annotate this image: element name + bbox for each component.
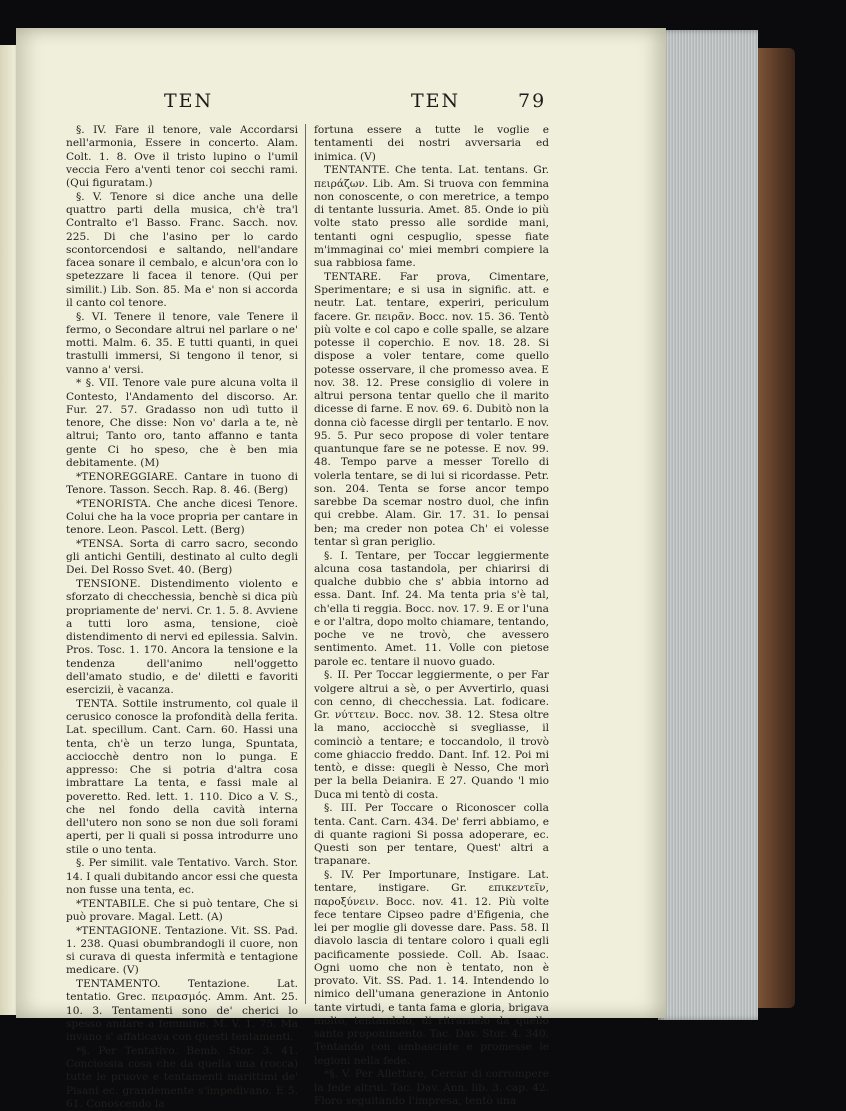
entry: §. II. Per Toccar leggiermente, o per Far volgere altrui a sè, o per Avvertirlo, quasi con cenno, di checchessia. Lat. fodicare. Gr. νύττειν. Bocc. nov. 38. 12. Stesa oltre la mano, acciocchè si svegliasse, il cominciò a tentare; e toccandolo, il trovò come ghiaccio freddo. Dant. Inf. 12. Poi mi tentò, e disse: quegli è Nesso, Che morì per la bella Deianira. E 27. Quando 'l mio Duca mi tentò di costa. bbox=[314, 669, 549, 801]
entry: * §. VII. Tenore vale pure alcuna volta il Contesto, l'Andamento del discorso. Ar. Fur. 27. 57. Gradasso non udì tutto il tenore, Che disse: Non vo' darla a te, nè altrui; Tanto oro, tanto affanno e tanta gente Ci ho speso, che è ben mia debitamente. (M) bbox=[66, 377, 298, 469]
header-center-word: TEN bbox=[411, 90, 461, 112]
entry: TENTANTE. Che tenta. Lat. tentans. Gr. πειράζων. Lib. Am. Si truova con femmina non conoscente, o con meretrice, a tempo di tentante lussuria. Amet. 85. Onde io più volte stato presso alle sordide mani, tentanti ogni cespuglio, spesse fiate m'immaginai co' miei membri compiere la sua rabbiosa fame. bbox=[314, 164, 549, 269]
entry: §. IV. Per Importunare, Instigare. Lat. tentare, instigare. Gr. επικεντεῖν, παροξύνειν. Bocc. nov. 41. 12. Più volte fece tentare Cipseo padre d'Efigenia, che lei per moglie gli dovesse dare. Pass. 58. Il diavolo lascia di tentare coloro i quali egli pacificamente possiede. Coll. Ab. Isaac. Ogni uomo che non è tentato, non è provato. Vit. SS. Pad. 1. 14. Intendendo lo nimico dell'umana generazione in Antonio tante virtudi, e tanta fama e gloria, brigava molto, tentandolo, di ritrarnelo da quello santo proponimento. Tac. Dav. Stor. 4. 340. Tentando con ambasciate e promesse le legioni nella fede. bbox=[314, 869, 549, 1067]
entry: §. I. Tentare, per Toccar leggiermente alcuna cosa tastandola, per chiarirsi di qualche dubbio che s' abbia intorno ad essa. Dant. Inf. 24. Ma tenta pria s'è tal, ch'ella ti reggia. Bocc. nov. 17. 9. E or l'una e or l'altra, dopo molto chiamare, tentando, poche ve ne trovò, che avessero sentimento. Amet. 11. Volle con pietose parole ec. tentare il nuovo guado. bbox=[314, 549, 549, 668]
entry: TENTAMENTO. Tentazione. Lat. tentatio. Grec. πειρασμός. Amm. Ant. 25. 10. 3. Tentamenti sono de' cherici lo spesso andare a femmine. M. V. 1. 75. Ma invano s' affaticava con questi tentamenti. bbox=[66, 978, 298, 1043]
entry: *TENTABILE. Che si può tentare, Che si può provare. Magal. Lett. (A) bbox=[66, 897, 298, 923]
entry: fortuna essere a tutte le voglie e tentamenti dei nostri avversaria ed inimica. (V) bbox=[314, 124, 549, 163]
entry: §. IV. Fare il tenore, vale Accordarsi nell'armonia, Essere in concerto. Alam. Colt. 1. 8. Ove il tristo lupino o l'umil veccia Fero a'venti tenor coi secchi rami. (Qui figuratam.) bbox=[66, 124, 298, 189]
page-block-edges bbox=[658, 30, 758, 1020]
entry: *TENSA. Sorta di carro sacro, secondo gli antichi Gentili, destinato al culto degli Dei. Del Rosso Svet. 40. (Berg) bbox=[66, 537, 298, 577]
page-number: 79 bbox=[518, 90, 547, 112]
column-divider bbox=[305, 124, 306, 1004]
entry: *TENORISTA. Che anche dicesi Tenore. Colui che ha la voce propria per cantare in tenore. Leon. Pascol. Lett. (Berg) bbox=[66, 497, 298, 536]
entry: §. V. Tenore si dice anche una delle quattro parti della musica, ch'è tra'l Contralto e'l Basso. Franc. Sacch. nov. 225. Di che l'asino per lo cardo scontorcendosi e saltando, nell'andare facea sonare il cembalo, e alcun'ora con lo spetezzare li facea il tenore. (Qui per similit.) Lib. Son. 85. Ma e' non si accorda il canto col tenore. bbox=[66, 190, 298, 309]
entry: TENSIONE. Distendimento violento e sforzato di checchessia, benchè si dica più propriamente de' nervi. Cr. 1. 5. 8. Avviene a tutti loro asma, tensione, cioè distendimento di nervi ed epilessia. Salvin. Pros. Tosc. 1. 170. Ancora la tensione e la tendenza dell'animo nell'oggetto dell'amato studio, e de' diletti e favoriti esercizii, è vacanza. bbox=[66, 578, 298, 696]
entry: *TENOREGGIARE. Cantare in tuono di Tenore. Tasson. Secch. Rap. 8. 46. (Berg) bbox=[66, 470, 298, 496]
entry: §. III. Per Toccare o Riconoscer colla tenta. Cant. Carn. 434. De' ferri abbiamo, e di quante ragioni Si possa adoperare, ec. Questi son per tentare, Quest' altri a trapanare. bbox=[314, 802, 549, 868]
dictionary-page bbox=[16, 28, 666, 1110]
entry: *TENTAGIONE. Tentazione. Vit. SS. Pad. 1. 238. Quasi obumbrandogli il cuore, non si curava di questa infermità e tentagione medicare. (V) bbox=[66, 924, 298, 977]
header-left-word: TEN bbox=[164, 90, 214, 112]
entry: TENTARE. Far prova, Cimentare, Sperimentare; e si usa in signific. att. e neutr. Lat. tentare, experiri, periculum facere. Gr. πειρᾶν. Bocc. nov. 15. 36. Tentò più volte e col capo e colle spalle, se alzare potesse il coperchio. E nov. 18. 28. Si dispose a voler tentare, come quello potesse osservare, il che promesso avea. E nov. 38. 12. Prese consiglio di volere in altrui persona tentar quello che il marito dicesse di farne. E nov. 69. 6. Dubitò non la donna ciò facesse dirgli per tentarlo. E nov. 95. 5. Pur seco propose di voler tentare quantunque fare se ne potesse. E nov. 99. 48. Tempo parve a messer Torello di volerla tentare, se di lui si ricordasse. Petr. son. 204. Tenta se forse ancor tempo sarebbe Da scemar nostro duol, che infin qui crebbe. Alam. Gir. 17. 31. Io pensai ben; ma creder non potea Ch' ei volesse tentar sì gran periglio. bbox=[314, 270, 549, 548]
running-header bbox=[16, 90, 666, 120]
entry: §. Per similit. vale Tentativo. Varch. Stor. 14. I quali dubitando ancor essi che questa non fusse una tenta, ec. bbox=[66, 857, 298, 896]
entry: TENTA. Sottile instrumento, col quale il cerusico conosce la profondità della ferita. Lat. specillum. Cant. Carn. 60. Hassi una tenta, ch'è un terzo lunga, Spuntata, acciocchè dentro non lo punga. E appresso: Che si potria d'altra cosa imbrattare La tenta, e fassi male al poveretto. Red. lett. 1. 110. Dico a V. S., che nel fondo della cavità interna dell'utero non sono se non due soli forami aperti, per li quali si possa introdurre uno stile o uno tenta. bbox=[66, 697, 298, 856]
entry: *§. V. Per Allettare, Cercar di corrompere la fede altrui. Tac. Dav. Ann. lib. 3. cap. 42. Floro seguitando l'impresa, tentò una bbox=[314, 1068, 549, 1107]
right-column bbox=[314, 124, 549, 1108]
entry: *§. Per Tentativo. Bemb. Stor. 3. 41. Conciossia cosa che da quella una (rocca) tutte le pruove e tentamenti marittimi de' Pisani ec. grandemente s'impedivano. E 5. 61. Conoscendo la bbox=[66, 1044, 298, 1110]
entry: §. VI. Tenere il tenore, vale Tenere il fermo, o Secondare altrui nel parlare o ne' motti. Malm. 6. 35. E tutti quanti, in quei trastulli immersi, Si tengono il tenor, si vanno a' versi. bbox=[66, 310, 298, 376]
left-column bbox=[66, 124, 298, 1111]
